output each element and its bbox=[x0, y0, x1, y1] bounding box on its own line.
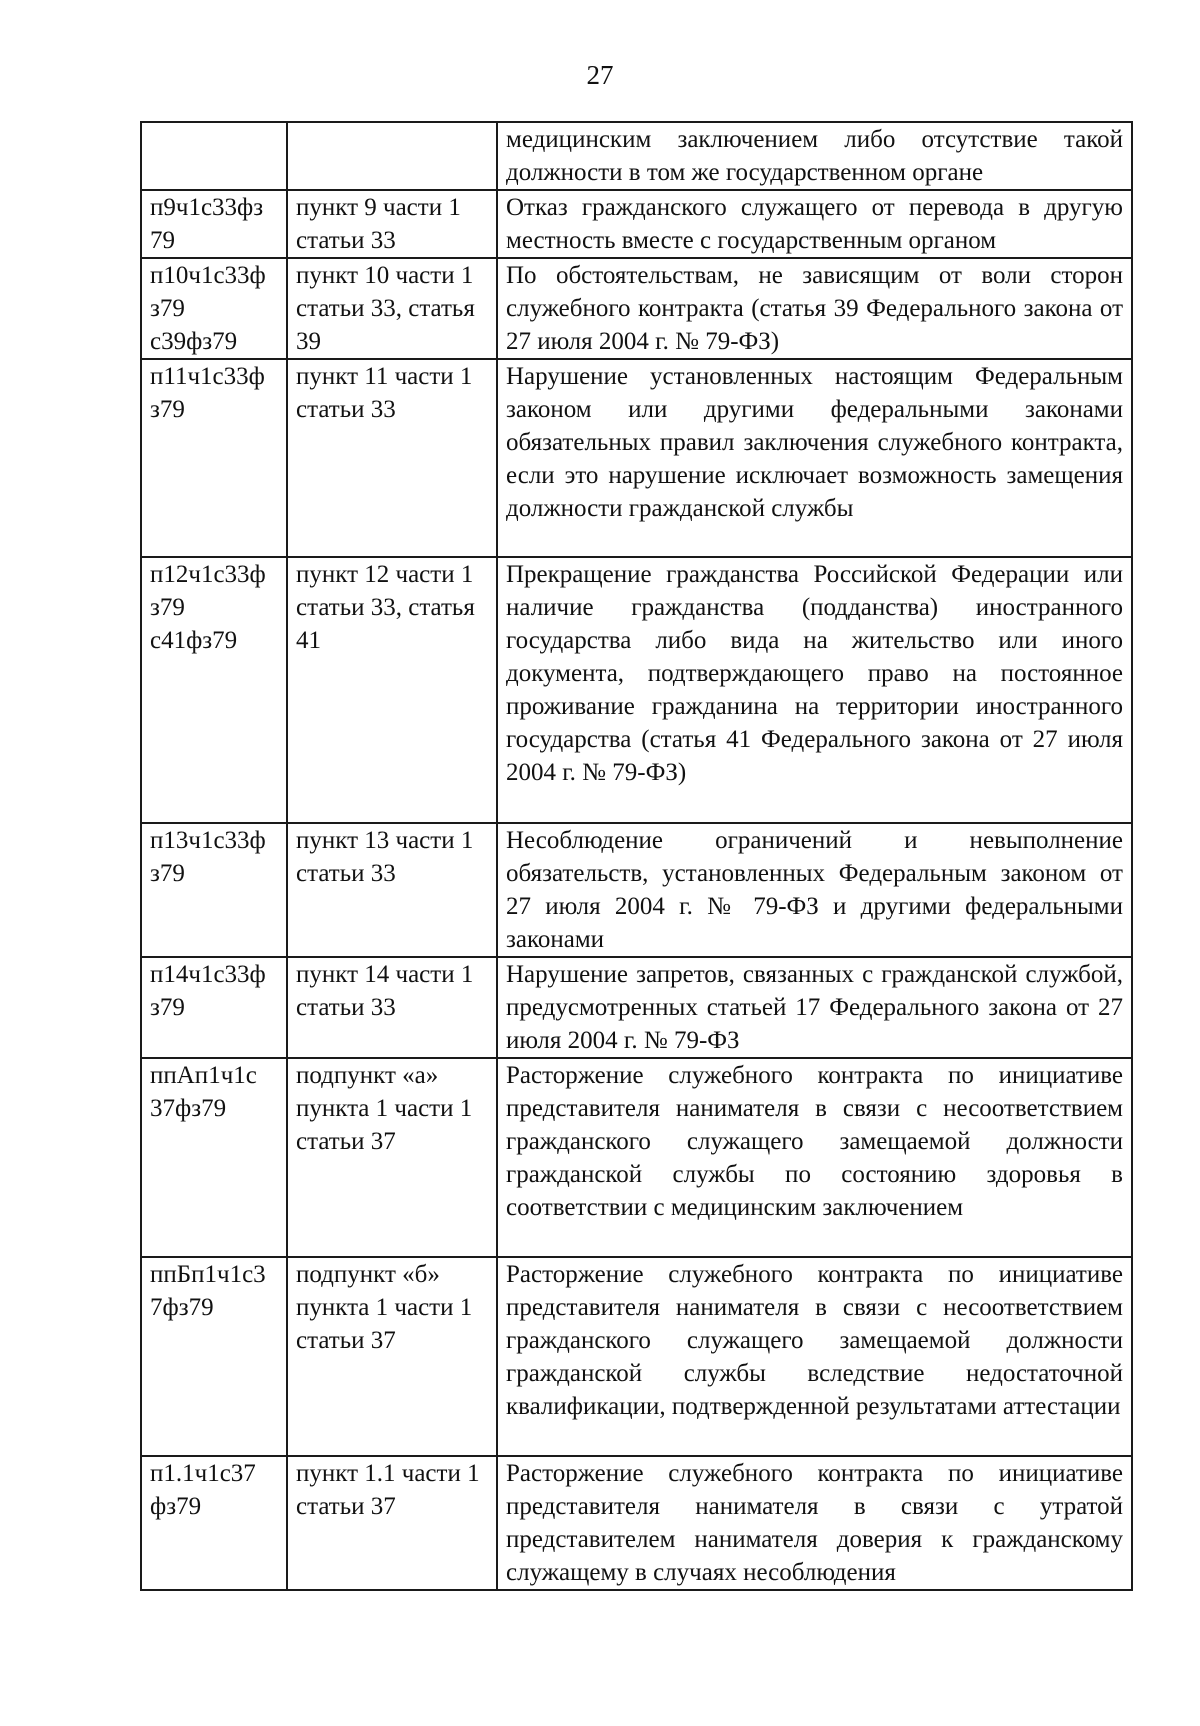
code-cell: п10ч1с33ф з79 с39фз79 bbox=[141, 258, 287, 359]
description-cell: Расторжение служебного контракта по инициативе представителя нанимателя в связи с утратой представителем нанимателя доверия к гражданскому служащему в случаях несоблюдения bbox=[497, 1456, 1132, 1590]
reference-cell: пункт 9 части 1 статьи 33 bbox=[287, 190, 497, 258]
description-cell: Нарушение запретов, связанных с гражданской службой, предусмотренных статьей 17 Федерального закона от 27 июля 2004 г. № 79-ФЗ bbox=[497, 957, 1132, 1058]
table-row bbox=[141, 359, 1132, 557]
code-cell bbox=[141, 122, 287, 190]
description-cell: Нарушение установленных настоящим Федеральным законом или другими федеральными законами обязательных правил заключения служебного контракта, если это нарушение исключает возможность замещения должности гражданской службы bbox=[497, 359, 1132, 557]
description-cell: Расторжение служебного контракта по инициативе представителя нанимателя в связи с несоответствием гражданского служащего замещаемой должности гражданской службы по состоянию здоровья в соответствии с медицинским заключением bbox=[497, 1058, 1132, 1257]
table-row bbox=[141, 1058, 1132, 1257]
reference-cell: подпункт «б» пункта 1 части 1 статьи 37 bbox=[287, 1257, 497, 1456]
table-row bbox=[141, 957, 1132, 1058]
table-row bbox=[141, 190, 1132, 258]
code-cell: п9ч1с33фз 79 bbox=[141, 190, 287, 258]
reference-cell: пункт 1.1 части 1 статьи 37 bbox=[287, 1456, 497, 1590]
table-row bbox=[141, 122, 1132, 190]
code-cell: ппАп1ч1с 37фз79 bbox=[141, 1058, 287, 1257]
code-cell: ппБп1ч1с3 7фз79 bbox=[141, 1257, 287, 1456]
reference-cell: подпункт «а» пункта 1 части 1 статьи 37 bbox=[287, 1058, 497, 1257]
description-cell: медицинским заключением либо отсутствие такой должности в том же государственном органе bbox=[497, 122, 1132, 190]
description-cell: Отказ гражданского служащего от перевода в другую местность вместе с государственным органом bbox=[497, 190, 1132, 258]
reference-cell: пункт 14 части 1 статьи 33 bbox=[287, 957, 497, 1058]
code-cell: п12ч1с33ф з79 с41фз79 bbox=[141, 557, 287, 823]
code-cell: п13ч1с33ф з79 bbox=[141, 823, 287, 957]
table-row bbox=[141, 1456, 1132, 1590]
reference-cell: пункт 10 части 1 статьи 33, статья 39 bbox=[287, 258, 497, 359]
table-row bbox=[141, 823, 1132, 957]
code-cell: п14ч1с33ф з79 bbox=[141, 957, 287, 1058]
description-cell: Прекращение гражданства Российской Федерации или наличие гражданства (подданства) иностранного государства либо вида на жительство или иного документа, подтверждающего право на постоянное проживание гражданина на территории иностранного государства (статья 41 Федерального закона от 27 июля 2004 г. № 79-ФЗ) bbox=[497, 557, 1132, 823]
reference-cell: пункт 11 части 1 статьи 33 bbox=[287, 359, 497, 557]
description-cell: Расторжение служебного контракта по инициативе представителя нанимателя в связи с несоответствием гражданского служащего замещаемой должности гражданской службы вследствие недостаточной квалификации, подтвержденной результатами аттестации bbox=[497, 1257, 1132, 1456]
table-row bbox=[141, 557, 1132, 823]
table-row bbox=[141, 1257, 1132, 1456]
page-number: 27 bbox=[586, 60, 614, 90]
code-cell: п1.1ч1с37 фз79 bbox=[141, 1456, 287, 1590]
description-cell: Несоблюдение ограничений и невыполнение обязательств, установленных Федеральным законом от 27 июля 2004 г. № 79-ФЗ и другими федеральными законами bbox=[497, 823, 1132, 957]
dismissal-codes-table bbox=[140, 121, 1133, 1591]
code-cell: п11ч1с33ф з79 bbox=[141, 359, 287, 557]
description-cell: По обстоятельствам, не зависящим от воли сторон служебного контракта (статья 39 Федерального закона от 27 июля 2004 г. № 79-ФЗ) bbox=[497, 258, 1132, 359]
reference-cell: пункт 12 части 1 статьи 33, статья 41 bbox=[287, 557, 497, 823]
table-row bbox=[141, 258, 1132, 359]
reference-cell: пункт 13 части 1 статьи 33 bbox=[287, 823, 497, 957]
reference-cell bbox=[287, 122, 497, 190]
